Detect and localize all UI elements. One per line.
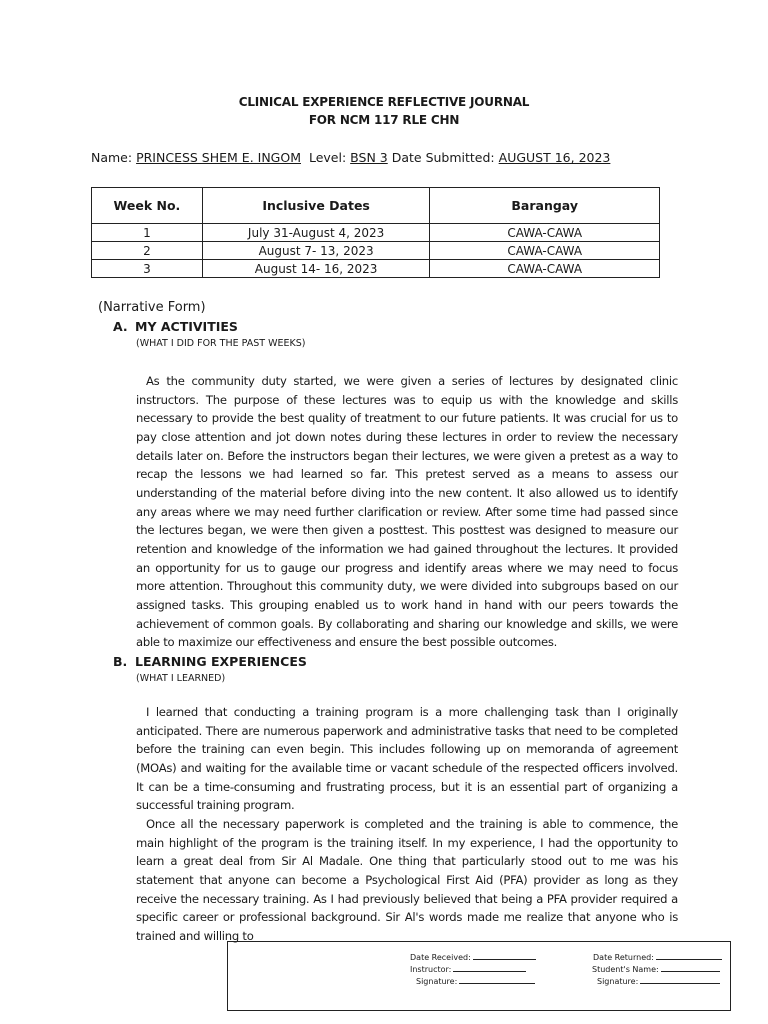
- signature-box: [227, 941, 731, 1011]
- level-value: BSN 3: [350, 150, 388, 165]
- column-header-dates: Inclusive Dates: [202, 188, 430, 224]
- student-info-line: [91, 150, 610, 165]
- week-cell: 3: [92, 260, 203, 278]
- document-subtitle: FOR NCM 117 RLE CHN: [308, 113, 460, 127]
- level-label: Level:: [308, 150, 347, 165]
- date-returned-line[interactable]: [656, 952, 722, 960]
- section-b-paragraph-2: Once all the necessary paperwork is completed and the training is able to commence, the main highlight of the program is the training itself. In my experience, I had the opportunity to learn a great deal from Sir Al Madale. One thing that particularly stood out to me was his statement that anyone can become a Psychological First Aid (PFA) provider as long as they receive the necessary training. As I had previously believed that being a PFA provider required a specific career or professional background. Sir Al's words made me realize that anyone who is trained and willing to: [136, 816, 678, 943]
- section-a-subheading: (WHAT I DID FOR THE PAST WEEKS): [136, 338, 306, 349]
- section-b-title: LEARNING EXPERIENCES: [135, 654, 307, 669]
- section-b-body: [136, 703, 678, 946]
- week-cell: 2: [92, 242, 203, 260]
- section-b-letter: B.: [113, 654, 128, 669]
- date-submitted-label: Date Submitted:: [391, 150, 495, 165]
- dates-cell: August 14- 16, 2023: [202, 260, 430, 278]
- table-row: [92, 242, 660, 260]
- weeks-table: [91, 187, 660, 278]
- name-value: PRINCESS SHEM E. INGOM: [136, 150, 301, 165]
- student-signature-line[interactable]: [640, 976, 720, 984]
- date-received-line[interactable]: [473, 952, 536, 960]
- signature-right-column: [592, 952, 722, 988]
- date-received-label: Date Received:: [410, 953, 471, 962]
- date-returned-label: Date Returned:: [593, 953, 654, 962]
- section-b-subheading: (WHAT I LEARNED): [136, 673, 226, 684]
- section-a-heading: [113, 319, 238, 334]
- instructor-signature-line[interactable]: [459, 976, 535, 984]
- student-signature-label: Signature:: [597, 977, 639, 986]
- signature-left-column: [410, 952, 536, 988]
- section-a-body: [136, 372, 678, 652]
- table-row: [92, 260, 660, 278]
- date-submitted-value: AUGUST 16, 2023: [498, 150, 611, 165]
- section-a-title: MY ACTIVITIES: [135, 319, 238, 334]
- barangay-cell: CAWA-CAWA: [430, 242, 660, 260]
- section-b-heading: [113, 654, 307, 669]
- instructor-label: Instructor:: [410, 965, 452, 974]
- document-title: CLINICAL EXPERIENCE REFLECTIVE JOURNAL: [238, 95, 530, 109]
- section-b-paragraph-1: I learned that conducting a training program is a more challenging task than I originally anticipated. There are numerous paperwork and administrative tasks that need to be completed before the training can even begin. This includes following up on memoranda of agreement (MOAs) and waiting for the available time or vacant schedule of the respected officers involved. It can be a time-consuming and frustrating process, but it is an essential part of organizing a successful training program.: [136, 705, 678, 813]
- table-row: [92, 224, 660, 242]
- column-header-barangay: Barangay: [430, 188, 660, 224]
- table-header-row: [92, 188, 660, 224]
- column-header-week: Week No.: [92, 188, 203, 224]
- section-a-letter: A.: [113, 319, 128, 334]
- instructor-line[interactable]: [453, 964, 526, 972]
- instructor-signature-label: Signature:: [416, 977, 458, 986]
- barangay-cell: CAWA-CAWA: [430, 260, 660, 278]
- student-name-label: Student's Name:: [592, 965, 659, 974]
- section-a-paragraph: As the community duty started, we were given a series of lectures by designated clinic instructors. The purpose of these lectures was to equip us with the knowledge and skills necessary to provide the best quality of treatment to our future patients. It was crucial for us to pay close attention and jot down notes during these lectures in order to review the necessary details later on. Before the instructors began their lectures, we were given a pretest as a way to recap the lessons we had learned so far. This pretest served as a means to assess our understanding of the material before diving into the new content. It also allowed us to identify any areas where we may need further clarification or review. After some time had passed since the lectures began, we were then given a posttest. This posttest was designed to measure our retention and knowledge of the information we had gained throughout the lectures. It provided an opportunity for us to gauge our progress and identify areas where we may need to focus more attention. Throughout this community duty, we were divided into subgroups based on our assigned tasks. This grouping enabled us to work hand in hand with our peers towards the achievement of common goals. By collaborating and sharing our knowledge and skills, we were able to maximize our effectiveness and ensure the best possible outcomes.: [136, 374, 678, 650]
- week-cell: 1: [92, 224, 203, 242]
- dates-cell: July 31-August 4, 2023: [202, 224, 430, 242]
- dates-cell: August 7- 13, 2023: [202, 242, 430, 260]
- name-label: Name:: [91, 150, 133, 165]
- student-name-line[interactable]: [661, 964, 720, 972]
- narrative-label: (Narrative Form): [98, 300, 206, 315]
- barangay-cell: CAWA-CAWA: [430, 224, 660, 242]
